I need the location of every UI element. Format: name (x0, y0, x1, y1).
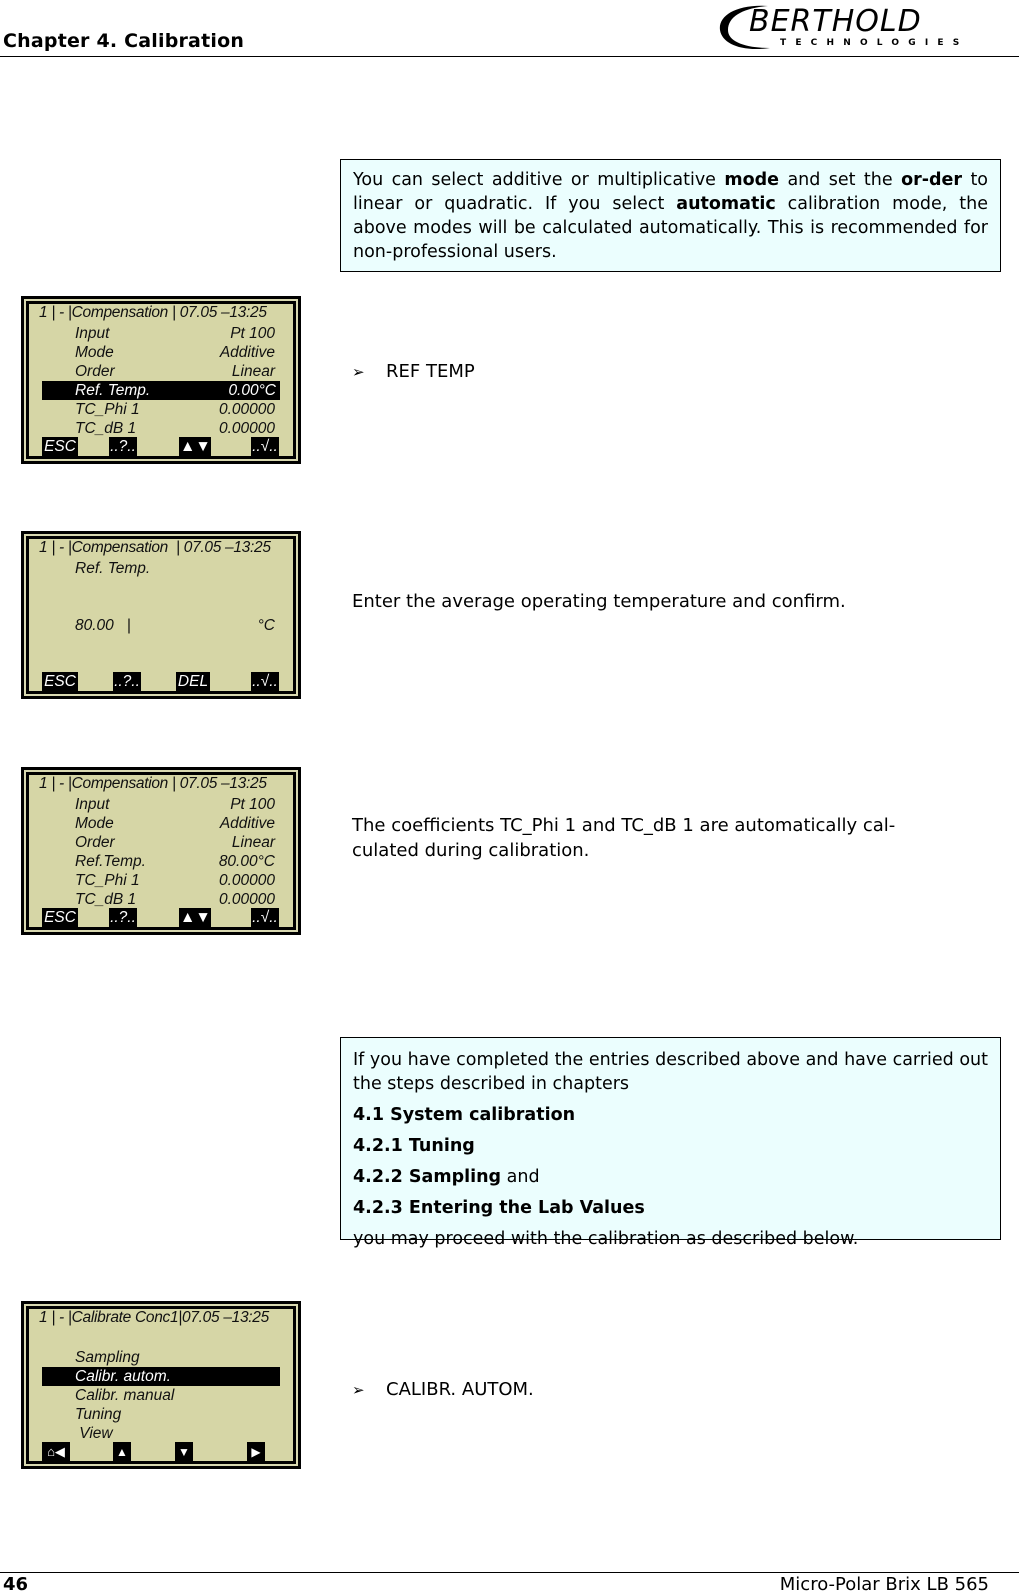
lcd-row-order[interactable] (71, 362, 279, 381)
row-value: 0.00°C (228, 382, 276, 399)
info-bold-order: or-der (901, 170, 963, 190)
row-value: Pt 100 (230, 325, 275, 342)
menu-item-sampling[interactable] (71, 1348, 279, 1367)
chapter-ref-4-2-1[interactable] (353, 1134, 988, 1158)
lcd-temp-input[interactable] (71, 616, 279, 635)
softkey-esc[interactable]: ESC (42, 672, 78, 691)
info-bold-automatic: automatic (676, 194, 776, 214)
menu-item-view[interactable] (71, 1424, 279, 1443)
lcd-display (26, 301, 296, 459)
row-label: Ref. Temp. (75, 382, 151, 399)
coefficients-line-1: The coefficients TC_Phi 1 and TC_dB 1 are automatically cal- (352, 815, 896, 836)
step-label: CALIBR. AUTOM. (386, 1379, 534, 1400)
row-value: 0.00000 (218, 401, 275, 418)
lcd-row-tc-phi[interactable] (71, 871, 279, 890)
softkey-right[interactable]: ▶ (247, 1442, 265, 1461)
chapter-ref-label: 4.2.2 Sampling (353, 1167, 502, 1187)
berthold-logo (716, 2, 1016, 54)
softkey-help[interactable]: ..?.. (110, 438, 136, 455)
info-text: calibration mode, the above modes will be calculated automatically. This is recommended for non-professional users. (353, 194, 988, 262)
softkey-delete[interactable]: DEL (177, 673, 209, 690)
softkey-help[interactable]: ..?.. (110, 909, 136, 926)
softkey-up-down[interactable]: ▲▼ (180, 438, 211, 455)
row-value: Additive (219, 815, 275, 832)
softkey-confirm[interactable]: ..√.. (252, 909, 278, 926)
lcd-row-mode[interactable] (71, 343, 279, 362)
info-text: to linear or quadratic. If you select (353, 170, 989, 214)
lcd-row-tc-phi[interactable] (71, 400, 279, 419)
coefficients-line-2: culated during calibration. (352, 840, 590, 861)
softkey-up[interactable]: ▲ (113, 1442, 131, 1461)
arrow-bullet-icon: ➢ (352, 1381, 365, 1399)
menu-item-tuning[interactable] (71, 1405, 279, 1424)
info-text: You can select additive or multiplicative (353, 170, 725, 190)
chapter-ref-4-2-3[interactable] (353, 1196, 988, 1220)
lcd-field-label (71, 559, 279, 578)
info-box-modes (340, 159, 1001, 272)
row-label: Order (75, 363, 115, 380)
row-label: TC_dB 1 (75, 420, 137, 437)
row-value: 0.00000 (218, 891, 275, 908)
lcd-title: 1 | - |Compensation | 07.05 –13:25 (39, 304, 267, 321)
lcd-row-tc-db[interactable] (71, 890, 279, 909)
lcd-display (26, 536, 296, 694)
field-label: Ref. Temp. (75, 560, 151, 577)
page-number: 46 (3, 1574, 29, 1595)
chapter-ref-4-2-2[interactable] (353, 1165, 988, 1189)
softkey-up-down[interactable]: ▲▼ (180, 909, 211, 926)
softkey-confirm[interactable]: ..√.. (252, 673, 278, 690)
lcd-display (26, 1306, 296, 1464)
chapter-ref-label: 4.1 System calibration (353, 1105, 576, 1125)
softkey-esc[interactable]: ESC (42, 908, 78, 927)
chapter-ref-label: 4.2.1 Tuning (353, 1136, 475, 1156)
row-label: Input (75, 325, 110, 342)
chapter-ref-label: 4.2.3 Entering the Lab Values (353, 1198, 645, 1218)
lcd-screen-calibrate-menu (21, 1301, 301, 1469)
row-value: 80.00°C (218, 853, 275, 870)
info-box-prerequisites (340, 1037, 1001, 1249)
info-intro: If you have completed the entries described above and have carried out the steps described in chapters (353, 1050, 988, 1094)
lcd-screen-ref-temp-entry (21, 531, 301, 699)
lcd-screen-compensation-list (21, 296, 301, 464)
lcd-row-input[interactable] (71, 795, 279, 814)
chapter-ref-suffix: and (501, 1167, 540, 1187)
softkey-down[interactable]: ▼ (175, 1442, 193, 1461)
softkey-esc[interactable]: ESC (42, 437, 78, 456)
row-label: TC_Phi 1 (75, 401, 140, 418)
chapter-title: Chapter 4. Calibration (3, 30, 245, 52)
menu-item-calibr-manual[interactable] (71, 1386, 279, 1405)
lcd-row-input[interactable] (71, 324, 279, 343)
menu-label: Tuning (75, 1406, 122, 1423)
row-label: Order (75, 834, 115, 851)
menu-label: Sampling (75, 1349, 140, 1366)
row-label: Input (75, 796, 110, 813)
step-ref-temp (352, 359, 475, 385)
info-bold-mode: mode (724, 170, 780, 190)
lcd-title: 1 | - |Calibrate Conc1|07.05 –13:25 (39, 1309, 269, 1326)
row-label: Mode (75, 815, 114, 832)
lcd-display (26, 772, 296, 930)
lcd-title: 1 | - |Compensation | 07.05 –13:25 (39, 775, 267, 792)
softkey-help[interactable]: ..?.. (114, 673, 140, 690)
step-coefficients (352, 813, 997, 863)
info-text: and set the (779, 170, 902, 190)
menu-label: View (75, 1425, 113, 1442)
lcd-row-mode[interactable] (71, 814, 279, 833)
row-value: 0.00000 (218, 872, 275, 889)
lcd-row-order[interactable] (71, 833, 279, 852)
temp-unit: °C (257, 617, 275, 634)
row-label: Ref.Temp. (75, 853, 146, 870)
footer-divider (0, 1572, 1019, 1573)
row-value: Additive (219, 344, 275, 361)
step-enter-temp: Enter the average operating temperature and confirm. (352, 591, 846, 612)
step-label: REF TEMP (386, 361, 475, 382)
softkey-confirm[interactable]: ..√.. (252, 438, 278, 455)
chapter-ref-4-1[interactable] (353, 1103, 988, 1127)
row-label: TC_Phi 1 (75, 872, 140, 889)
logo-wordmark: BERTHOLD (749, 4, 922, 39)
header-divider (0, 56, 1019, 57)
lcd-screen-compensation-updated (21, 767, 301, 935)
logo-subtitle: TECHNOLOGIES (780, 38, 969, 48)
row-value: Linear (231, 363, 275, 380)
lcd-row-tc-db[interactable] (71, 419, 279, 438)
row-label: TC_dB 1 (75, 891, 137, 908)
row-value: Linear (231, 834, 275, 851)
temp-input-value[interactable]: 80.00 | (75, 617, 131, 634)
menu-item-calibr-autom-selected[interactable] (42, 1367, 280, 1386)
row-value: Pt 100 (230, 796, 275, 813)
product-name: Micro-Polar Brix LB 565 (779, 1574, 989, 1595)
lcd-title: 1 | - |Compensation | 07.05 –13:25 (39, 539, 271, 556)
row-label: Mode (75, 344, 114, 361)
menu-label: Calibr. manual (75, 1387, 175, 1404)
row-value: 0.00000 (218, 420, 275, 437)
softkey-home-back[interactable]: ⌂◀ (42, 1442, 70, 1461)
info-outro: you may proceed with the calibration as described below. (353, 1229, 859, 1249)
arrow-bullet-icon: ➢ (352, 363, 365, 381)
lcd-row-ref-temp[interactable] (71, 852, 279, 871)
step-calibr-autom (352, 1377, 534, 1403)
lcd-row-ref-temp-selected[interactable] (42, 381, 280, 400)
menu-label: Calibr. autom. (75, 1368, 171, 1385)
